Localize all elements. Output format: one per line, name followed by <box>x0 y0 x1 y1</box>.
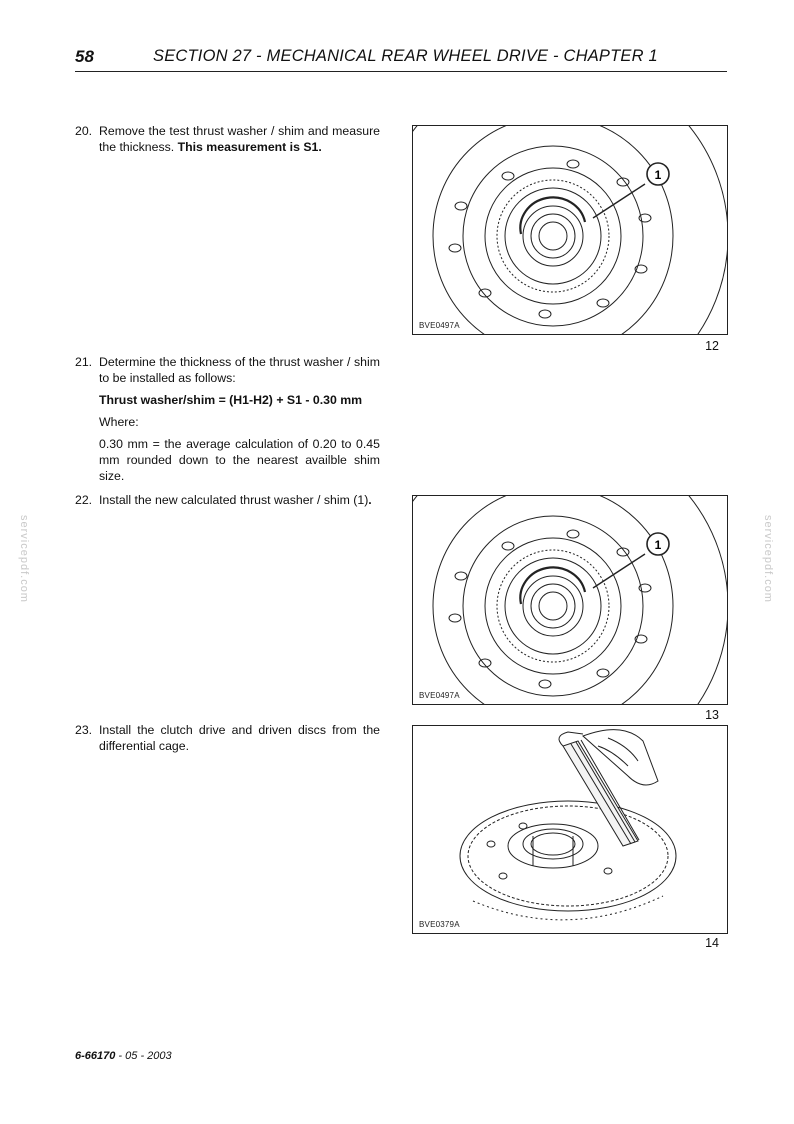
page-header <box>75 47 725 69</box>
callout-1: 1 <box>654 168 662 182</box>
figure-number: 12 <box>705 339 719 353</box>
figure-code: BVE0379A <box>419 920 460 929</box>
figure-14 <box>412 725 728 934</box>
page-number: 58 <box>75 47 94 66</box>
step-23 <box>75 722 380 754</box>
figure-code: BVE0497A <box>419 691 460 700</box>
figure-number: 13 <box>705 708 719 722</box>
figure-number: 14 <box>705 936 719 950</box>
document-code: 6-66170 <box>75 1050 116 1062</box>
step-number: 22. <box>75 493 93 507</box>
step-21 <box>75 354 380 490</box>
header-rule <box>75 71 727 72</box>
step-text: Install the clutch drive and driven discs from the differential cage. <box>99 723 380 753</box>
step-text: Install the new calculated thrust washer / shim (1) <box>99 493 369 507</box>
step-number: 20. <box>75 124 93 138</box>
figure-code: BVE0497A <box>419 321 460 330</box>
clutch-discs-illustration <box>413 726 727 933</box>
gear-shim-illustration <box>413 496 727 704</box>
step-text-bold: . <box>368 493 372 507</box>
note-text: 0.30 mm = the average calculation of 0.20 to 0.45 mm rounded down to the nearest availble shim size. <box>99 437 380 483</box>
gear-shim-illustration <box>413 126 727 334</box>
watermark-right: servicepdf.com <box>762 515 774 603</box>
step-22 <box>75 492 380 508</box>
page-footer <box>75 1050 172 1062</box>
formula: Thrust washer/shim = (H1-H2) + S1 - 0.30 mm <box>99 393 363 407</box>
step-20 <box>75 123 380 155</box>
document-date: - 05 - 2003 <box>115 1050 172 1062</box>
step-number: 23. <box>75 723 93 737</box>
step-number: 21. <box>75 355 93 369</box>
step-text: Remove the test thrust washer / shim and measure the thickness. <box>99 124 380 154</box>
figure-12 <box>412 125 728 335</box>
watermark-left: servicepdf.com <box>18 515 30 603</box>
callout-1: 1 <box>654 538 662 552</box>
section-title: SECTION 27 - MECHANICAL REAR WHEEL DRIVE - CHAPTER 1 <box>153 47 658 65</box>
step-text: Determine the thickness of the thrust washer / shim to be installed as follows: <box>99 355 380 385</box>
figure-13 <box>412 495 728 705</box>
step-text-bold: This measurement is S1. <box>177 140 322 154</box>
where-label: Where: <box>99 415 139 429</box>
